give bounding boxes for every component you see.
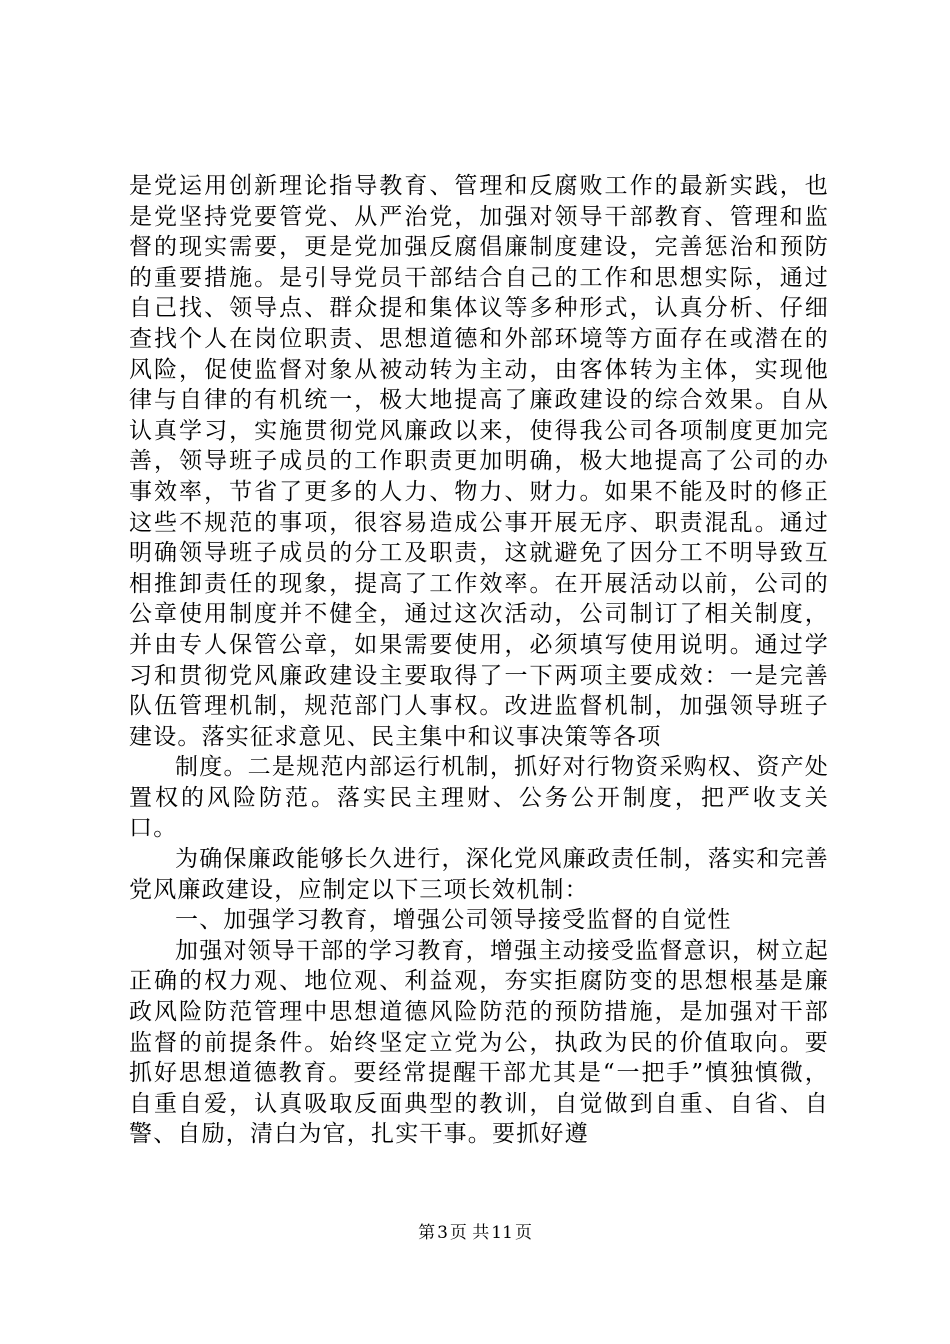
page-footer xyxy=(0,1218,950,1243)
section-heading-1: 一、加强学习教育，增强公司领导接受监督的自觉性 xyxy=(175,907,732,934)
document-body xyxy=(129,171,829,1150)
paragraph-2: 制度。二是规范内部运行机制，抓好对行物资采购权、资产处置权的风险防范。落实民主理财、公务公开制度，把严收支关口。 xyxy=(129,754,829,842)
paragraph-4: 加强对领导干部的学习教育，增强主动接受监督意识，树立起正确的权力观、地位观、利益观，夯实拒腐防变的思想根基是廉政风险防范管理中思想道德风险防范的预防措施，是加强对干部监督的前提条件。始终坚定立党为公，执政为民的价值取向。要抓好思想道德教育。要经常提醒干部尤其是“一把手”慎独慎微，自重自爱，认真吸取反面典型的教训，自觉做到自重、自省、自警、自励，清白为官，扎实干事。要抓好遵 xyxy=(129,937,829,1148)
page-suffix: 页 xyxy=(514,1223,532,1243)
page-number: 3 xyxy=(437,1223,448,1243)
total-pages: 11 xyxy=(491,1223,513,1243)
paragraph-1: 是党运用创新理论指导教育、管理和反腐败工作的最新实践，也是党坚持党要管党、从严治党，加强对领导干部教育、管理和监督的现实需要，更是党加强反腐倡廉制度建设，完善惩治和预防的重要措施。是引导党员干部结合自己的工作和思想实际，通过自己找、领导点、群众提和集体议等多种形式，认真分析、仔细查找个人在岗位职责、思想道德和外部环境等方面存在或潜在的风险，促使监督对象从被动转为主动，由客体转为主体，实现他律与自律的有机统一，极大地提高了廉政建设的综合效果。自从认真学习，实施贯彻党风廉政以来，使得我公司各项制度更加完善，领导班子成员的工作职责更加明确，极大地提高了公司的办事效率，节省了更多的人力、物力、财力。如果不能及时的修正这些不规范的事项，很容易造成公事开展无序、职责混乱。通过明确领导班子成员的分工及职责，这就避免了因分工不明导致互相推卸责任的现象，提高了工作效率。在开展活动以前，公司的公章使用制度并不健全，通过这次活动，公司制订了相关制度，并由专人保管公章，如果需要使用，必须填写使用说明。通过学习和贯彻党风廉政建设主要取得了一下两项主要成效：一是完善队伍管理机制，规范部门人事权。改进监督机制，加强领导班子建设。落实征求意见、民主集中和议事决策等各项 xyxy=(129,173,829,750)
paragraph-3: 为确保廉政能够长久进行，深化党风廉政责任制，落实和完善党风廉政建设，应制定以下三项长效机制： xyxy=(129,846,829,903)
page-prefix: 第 xyxy=(418,1223,436,1243)
page-mid: 页 共 xyxy=(449,1223,490,1243)
